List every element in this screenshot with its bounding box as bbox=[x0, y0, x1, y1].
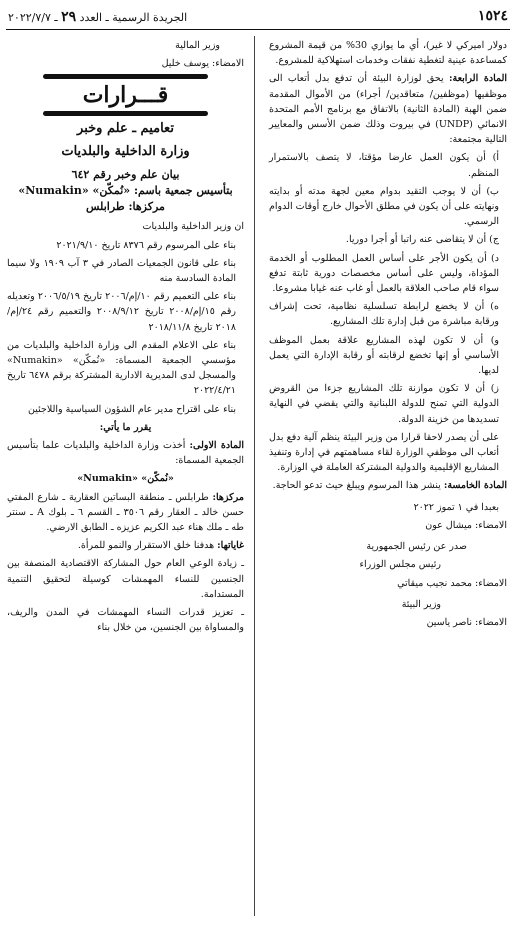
ministry-heading: وزارة الداخلية والبلديات bbox=[61, 144, 190, 160]
article-text: أخذت وزارة الداخلية والبلديات علما بتأسيس الجمعية المسماة: bbox=[7, 440, 244, 467]
pm-title: رئيس مجلس الوزراء bbox=[359, 559, 441, 571]
basis-item: بناء على الاعلام المقدم الى وزارة الداخلية والبلديات من مؤسسي الجمعية المسماة: «نُمكّن» «Numakin» والمسجل لدى المديرية الادارية المشتركة برقم ٦٤٧٨ تاريخ ٢٠٢٢/٤/٢١ bbox=[7, 339, 236, 397]
section-heading: قـــرارات bbox=[82, 82, 169, 109]
article-label: المادة الخامسة: bbox=[443, 480, 507, 492]
goals bbox=[7, 538, 244, 553]
condition-b: ب) أن لا يوجب التقيد بدوام معين لجهة مدته أو بدايته ونهايته على أن يكون في مطلق الأحوال خارج أوقات الدوام الرسمي. bbox=[269, 185, 499, 228]
paragraph: دولار اميركي لا غير)، أي ما يوازي 30% من قيمة المشروع كمساعدة عينية لتغطية نفقات وخدمات استهلاكية للمشروع. bbox=[269, 40, 507, 67]
article-label: المادة الرابعة: bbox=[448, 73, 507, 85]
issued-by: صدر عن رئيس الجمهورية bbox=[366, 541, 467, 553]
article-text: يحق لوزارة البيئة أن تدفع بدل أتعاب الى موظفيها (موظفين/ متعاقدين/ أجراء) من الأموال المقدمة ضمن الهبة (المادة الثانية) بالاتفاق مع برنامج الأمم المتحدة الانمائي (UNDP) في بيروت وذلك ضمن الأسس والمعايير التالية مجتمعة: bbox=[269, 73, 507, 146]
goal-item: ـ تعزيز قدرات النساء المهمشات في المدن والريف، والمساواة بين الجنسين، من خلال بناء bbox=[7, 607, 244, 634]
condition-c: ج) أن لا يتقاضى عنه راتبا أو أجرا دوريا. bbox=[345, 234, 499, 246]
basis-item: بناء على المرسوم رقم ٨٣٧٦ تاريخ ٢٠٢١/٩/١٠ bbox=[56, 239, 236, 251]
article-label: المادة الاولى: bbox=[189, 440, 244, 452]
intro-line: ان وزير الداخلية والبلديات bbox=[142, 221, 244, 233]
article-text: ينشر هذا المرسوم ويبلغ حيث تدعو الحاجة. bbox=[272, 480, 441, 492]
page-number: ١٥٢٤ bbox=[477, 8, 508, 24]
minister-title: وزير المالية bbox=[175, 40, 220, 51]
article-5 bbox=[269, 478, 507, 493]
paragraph: على أن يصدر لاحقا قرارا من وزير البيئة ينظم آلية دفع بدل أتعاب الى موظفي الوزارة لقاء مساهمتهم في إدارة وتنفيذ المشاريع الإقليمية والدولية المشتركة العاملة في الوزارة. bbox=[269, 431, 499, 474]
right-column bbox=[269, 38, 507, 633]
date-line: بعبدا في ١ تموز ٢٠٢٢ bbox=[413, 501, 499, 513]
association-name-line: «نُمكّن» «Numakin» bbox=[77, 473, 174, 485]
hq-text: طرابلس ـ منطقة البساتين العقارية ـ شارع المفتي حسن خالد ـ العقار رقم ٣٥٠٦ ـ القسم ٦ ـ بلوك A ـ سنتر طه ـ ملك هناء عبد الكريم عزيزه ـ الطابق الارضي. bbox=[7, 491, 245, 534]
condition-z: ز) أن لا تكون موازنة تلك المشاريع جزءا من القروض الدولية التي تمنح للدولة اللبنانية والتي يقضي في النهاية تسديدها من خزينة الدولة. bbox=[269, 383, 499, 425]
association-center: مركزها: طرابلس bbox=[86, 200, 165, 214]
column-divider bbox=[254, 36, 255, 916]
minister-title: وزير البيئة bbox=[401, 598, 441, 610]
basis-item: بناء على قانون الجمعيات الصادر في ٣ آب ١٩٠٩ ولا سيما المادة السادسة منه bbox=[7, 257, 237, 285]
basis-item: بناء على التعميم رقم ١٠/إم/٢٠٠٦ تاريخ ٢٠٠٦/٥/١٩ وتعديله رقم ١٥/إم/٢٠٠٨ تاريخ ٢٠٠٨/٩/١٢ والتعميم رقم ٢٤/إم/٢٠١٨ تاريخ ٢٠١٨/١١/٨ bbox=[7, 291, 236, 333]
signature: الامضاء: محمد نجيب ميقاتي bbox=[397, 577, 507, 589]
gazette-name: الجريدة الرسمية ـ العدد bbox=[79, 11, 188, 24]
section-subtitle: تعاميم ـ علم وخبر bbox=[77, 121, 174, 137]
article-4 bbox=[269, 71, 507, 147]
article-1 bbox=[7, 438, 244, 468]
statement-title: بيان علم وخبر رقم ٦٤٢ bbox=[71, 168, 180, 182]
condition-d: د) أن يكون الأجر على أساس العمل المطلوب أو الخدمة المؤداة، وليس على أساس مخصصات دورية ثابتة تدفع سواء قام صاحب العلاقة بالعمل أو غاب عنه غيابا مشروعا. bbox=[269, 252, 499, 295]
signature: الامضاء: ميشال عون bbox=[425, 519, 507, 531]
signature: الامضاء: ناصر ياسين bbox=[426, 616, 507, 628]
issue-date: ـ ٢٠٢٢/٧/٧ bbox=[8, 11, 58, 24]
goals-label: غاياتها: bbox=[217, 540, 244, 552]
page-header bbox=[6, 7, 510, 30]
basis-item: بناء على اقتراح مدير عام الشؤون السياسية واللاجئين bbox=[27, 403, 236, 415]
decides-line: يقرر ما يأتي: bbox=[99, 421, 152, 433]
signature: الامضاء: يوسف خليل bbox=[161, 58, 244, 70]
issue-number: ٢٩ bbox=[61, 9, 77, 25]
hq-label: مركزها: bbox=[212, 491, 244, 503]
section-rule bbox=[43, 74, 209, 79]
condition-a: أ) أن يكون العمل عارضا مؤقتا، لا يتصف بالاستمرار المنظم. bbox=[269, 152, 499, 179]
association-name: بتأسيس جمعية باسم: «نُمكّن» «Numakin» bbox=[18, 184, 233, 198]
goals-text: هدفنا خلق الاستقرار والنمو للمرأة. bbox=[77, 540, 215, 552]
section-rule bbox=[43, 111, 209, 116]
headquarters bbox=[7, 490, 244, 536]
goal-item: ـ زيادة الوعي العام حول المشاركة الاقتصادية المنصفة بين الجنسين للنساء المهمشات كوسيلة لتحقيق التنمية المستدامة. bbox=[7, 558, 244, 600]
condition-w: و) أن لا تكون لهذه المشاريع علاقة بعمل الموظف الأساسي أو إنها تخضع لرقابته أو رقابة الإدارة التي يعمل لديها. bbox=[269, 334, 499, 377]
left-column bbox=[7, 38, 244, 638]
condition-h: ه) أن لا يخضع لرابطة تسلسلية نظامية، تحت إشراف ورقابة مباشرة من قبل إدارة تلك المشاريع. bbox=[269, 301, 499, 328]
gazette-title bbox=[8, 9, 187, 25]
